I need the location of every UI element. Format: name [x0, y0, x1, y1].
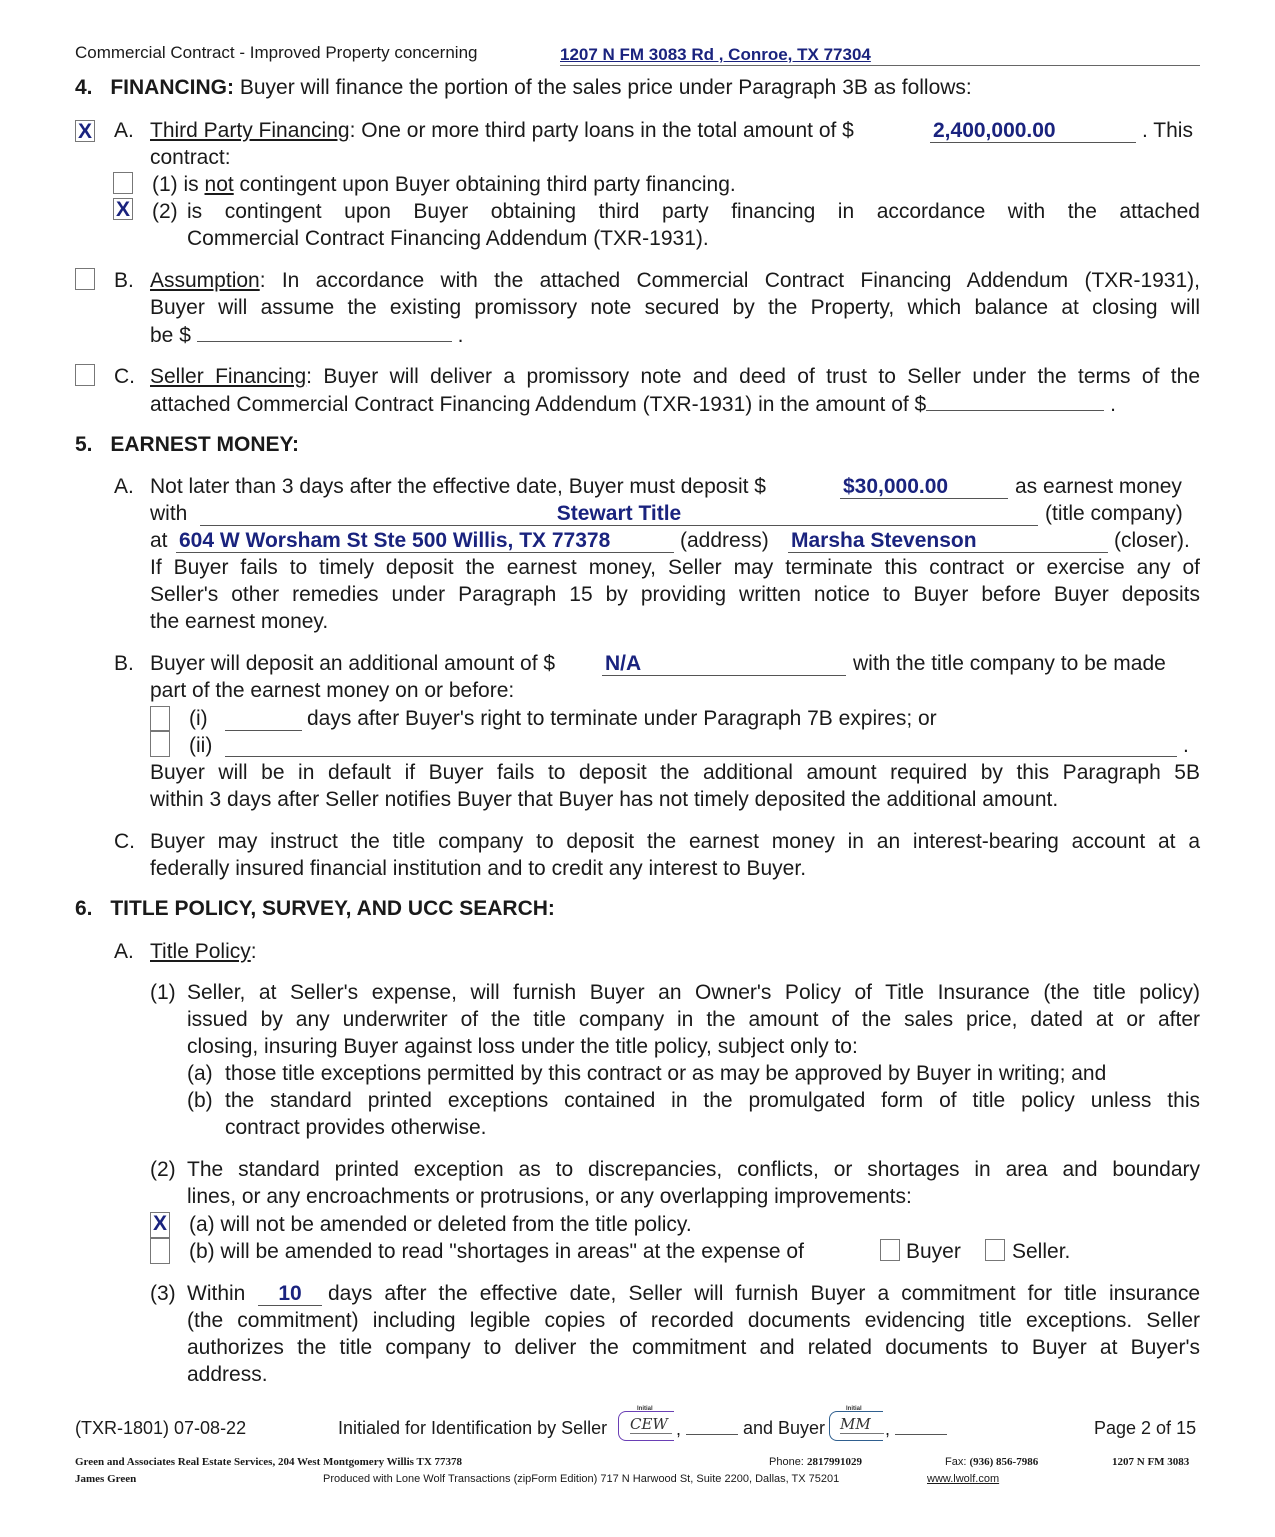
assumption-balance-field[interactable]: [197, 321, 452, 342]
text-6a2-b: (b) will be amended to read "shortages in areas" at the expense of: [189, 1240, 804, 1263]
checkbox-expense-seller[interactable]: [985, 1239, 1005, 1261]
seller-financing-amount-field[interactable]: [926, 390, 1104, 411]
heading-title-policy: Title Policy:: [150, 940, 257, 963]
option-4a2-line2: Commercial Contract Financing Addendum (TXR-1931).: [187, 227, 709, 250]
line-4b-1: Assumption: In accordance with the attached Commercial Contract Financing Addendum (TXR-1931),: [150, 269, 1200, 292]
additional-earnest-amount: N/A: [605, 652, 642, 675]
agent-name: James Green: [75, 1473, 137, 1485]
line-6a3-1: days after the effective date, Seller will furnish Buyer a commitment for title insurance: [328, 1282, 1200, 1305]
num-6a1-b: (b): [187, 1089, 213, 1112]
property-address: 1207 N FM 3083 Rd , Conroe, TX 77304: [560, 45, 871, 64]
closer-name: Marsha Stevenson: [791, 529, 977, 552]
line-5b-6: within 3 days after Seller notifies Buyer that Buyer has not timely deposited the additional amount.: [150, 788, 1059, 811]
num-6a1-a: (a): [187, 1062, 213, 1085]
line-4b-3: be $ .: [150, 321, 463, 349]
letter-4a: A.: [114, 119, 134, 142]
checkbox-4a-third-party-financing[interactable]: X: [75, 120, 95, 142]
letter-4c: C.: [114, 365, 135, 388]
line-5a-5: Seller's other remedies under Paragraph 15 by providing written notice to Buyer before Buyer deposits: [150, 583, 1200, 606]
seller-initial-tag: Initial: [637, 1406, 653, 1412]
seller-initial-2[interactable]: ,: [676, 1418, 738, 1440]
text-as-earnest-money: as earnest money: [1015, 475, 1182, 498]
text-contract: contract:: [150, 146, 231, 169]
line-4c-1: Seller Financing: Buyer will deliver a promissory note and deed of trust to Seller under the terms of the: [150, 365, 1200, 388]
text-6a1-a: those title exceptions permitted by this contract or as may be approved by Buyer in writing; and: [225, 1062, 1107, 1085]
text-address: (address): [680, 529, 769, 552]
line-6a1-3: closing, insuring Buyer against loss under the title policy, subject only to:: [187, 1035, 858, 1058]
loan-amount: 2,400,000.00: [933, 119, 1056, 142]
section-4-heading: [75, 74, 972, 101]
document-reference: 1207 N FM 3083: [1112, 1456, 1190, 1468]
line-6a3-3: authorizes the title company to deliver the commitment and related documents to Buyer at Buyer's: [187, 1336, 1200, 1359]
additional-earnest-field[interactable]: [602, 650, 846, 676]
line-4c-2: attached Commercial Contract Financing Addendum (TXR-1931) in the amount of $ .: [150, 390, 1116, 418]
line-6a1-1: Seller, at Seller's expense, will furnish Buyer an Owner's Policy of Title Insurance (the title policy): [187, 981, 1200, 1004]
num-4a2: (2): [152, 200, 178, 223]
line-5c-2: federally insured financial institution and to credit any interest to Buyer.: [150, 857, 807, 880]
text-5b-i: days after Buyer's right to terminate under Paragraph 7B expires; or: [307, 707, 937, 730]
text-with: with: [150, 502, 188, 525]
line-5a-1: Not later than 3 days after the effective date, Buyer must deposit $: [150, 475, 766, 498]
broker-info: Green and Associates Real Estate Services, 204 West Montgomery Willis TX 77378: [75, 1456, 463, 1468]
num-5b-i: (i): [189, 707, 208, 730]
line-5b-1: Buyer will deposit an additional amount of $: [150, 652, 556, 675]
section-4-number: 4.: [75, 76, 93, 99]
title-company-address: 604 W Worsham St Ste 500 Willis, TX 77378: [179, 529, 611, 552]
property-address-field[interactable]: [560, 45, 1200, 66]
checkbox-6a2-a-not-amended[interactable]: X: [150, 1212, 170, 1238]
num-6a3: (3): [150, 1282, 176, 1305]
checkbox-5b-i[interactable]: [150, 706, 170, 731]
option-4a2-line1: is contingent upon Buyer obtaining third party financing in accordance with the attached: [187, 200, 1200, 223]
title-company-field[interactable]: [200, 500, 1038, 526]
fax: Fax: (936) 856-7986: [945, 1456, 1039, 1468]
buyer-initial-tag: Initial: [846, 1406, 862, 1412]
text-6a1-b-2: contract provides otherwise.: [225, 1116, 487, 1139]
commitment-days-field[interactable]: [258, 1280, 322, 1306]
letter-5c: C.: [114, 830, 135, 853]
text-within: Within: [187, 1282, 246, 1305]
letter-6a: A.: [114, 940, 134, 963]
text-6a1-b-1: the standard printed exceptions contained in the promulgated form of title policy unless this: [225, 1089, 1200, 1112]
initialed-label: Initialed for Identification by Seller: [338, 1418, 608, 1438]
line-6a3-4: address.: [187, 1363, 268, 1386]
num-5b-ii: (ii): [189, 734, 213, 757]
and-buyer-label: and Buyer: [743, 1418, 826, 1438]
form-id: (TXR-1801) 07-08-22: [75, 1418, 247, 1438]
section-6-heading: 6. TITLE POLICY, SURVEY, AND UCC SEARCH:: [75, 897, 555, 920]
line-5b-2: part of the earnest money on or before:: [150, 679, 515, 702]
earnest-money-field[interactable]: [840, 473, 1008, 499]
line-6a2-2: lines, or any encroachments or protrusions, or any overlapping improvements:: [187, 1185, 912, 1208]
line-5c-1: Buyer may instruct the title company to deposit the earnest money in an interest-bearing account at a: [150, 830, 1200, 853]
checkbox-4c-seller-financing[interactable]: [75, 364, 95, 386]
buyer-initial-2[interactable]: ,: [885, 1418, 947, 1440]
checkbox-4a2-contingent[interactable]: X: [113, 198, 133, 220]
title-company-address-field[interactable]: [176, 527, 674, 553]
text-with-title-company: with the title company to be made: [853, 652, 1166, 675]
line-6a3-2: (the commitment) including legible copies of recorded documents evidencing title exceptions. Seller: [187, 1309, 1200, 1332]
text-at: at: [150, 529, 168, 552]
days-after-terminate-field[interactable]: [225, 707, 302, 731]
checkbox-4a1-not-contingent[interactable]: [113, 172, 133, 194]
text-this: . This: [1142, 119, 1193, 142]
phone: Phone: 2817991029: [769, 1456, 862, 1468]
line-6a1-2: issued by any underwriter of the title company in the amount of the sales price, dated at or after: [187, 1008, 1200, 1031]
seller-initials: CEW: [630, 1415, 672, 1434]
text-closer: (closer).: [1114, 529, 1190, 552]
checkbox-6a2-b-amended[interactable]: [150, 1238, 170, 1264]
checkbox-expense-buyer[interactable]: [880, 1239, 900, 1261]
commitment-days: 10: [278, 1282, 302, 1305]
header-label: Commercial Contract - Improved Property concerning: [75, 43, 478, 62]
page-number: Page 2 of 15: [1094, 1418, 1197, 1438]
title-company-value: Stewart Title: [556, 502, 682, 525]
text-period: .: [1183, 734, 1189, 757]
heading-third-party-financing: Third Party Financing: [150, 119, 350, 142]
buyer-initials: MM: [840, 1415, 884, 1434]
text-6a2-a: (a) will not be amended or deleted from the title policy.: [189, 1213, 692, 1236]
letter-5b: B.: [114, 652, 134, 675]
line-6a2-1: The standard printed exception as to discrepancies, conflicts, or shortages in area and boundary: [187, 1158, 1200, 1181]
line-5a-4: If Buyer fails to timely deposit the earnest money, Seller may terminate this contract or exercise any of: [150, 556, 1200, 579]
checkbox-5b-ii[interactable]: [150, 731, 170, 757]
option-4a1: (1) is not contingent upon Buyer obtaining third party financing.: [152, 173, 736, 196]
line-5a-6: the earnest money.: [150, 610, 329, 633]
checkbox-4b-assumption[interactable]: [75, 268, 95, 290]
line-5b-5: Buyer will be in default if Buyer fails to deposit the additional amount required by this Paragraph 5B: [150, 761, 1200, 784]
closer-field[interactable]: [788, 527, 1108, 553]
produced-with: Produced with Lone Wolf Transactions (zipForm Edition) 717 N Harwood St, Suite 2200, Dallas, TX 75201: [323, 1473, 840, 1485]
section-5-heading: 5. EARNEST MONEY:: [75, 433, 299, 456]
website-link[interactable]: www.lwolf.com: [927, 1473, 1000, 1485]
earnest-money-amount: $30,000.00: [843, 475, 949, 498]
letter-5a: A.: [114, 475, 134, 498]
section-4-title: FINANCING:: [110, 76, 235, 99]
line-4a-1: Third Party Financing: One or more third party loans in the total amount of $: [150, 119, 854, 142]
num-6a2: (2): [150, 1158, 176, 1181]
loan-amount-field[interactable]: [930, 117, 1136, 143]
text-title-company: (title company): [1045, 502, 1183, 525]
section-4-intro: Buyer will finance the portion of the sales price under Paragraph 3B as follows:: [234, 76, 972, 99]
other-date-field[interactable]: [225, 733, 1177, 757]
label-buyer: Buyer: [906, 1240, 961, 1263]
letter-4b: B.: [114, 269, 134, 292]
num-6a1: (1): [150, 981, 176, 1004]
label-seller: Seller.: [1012, 1240, 1071, 1263]
line-4b-2: Buyer will assume the existing promissory note secured by the Property, which balance at closing will: [150, 296, 1200, 319]
